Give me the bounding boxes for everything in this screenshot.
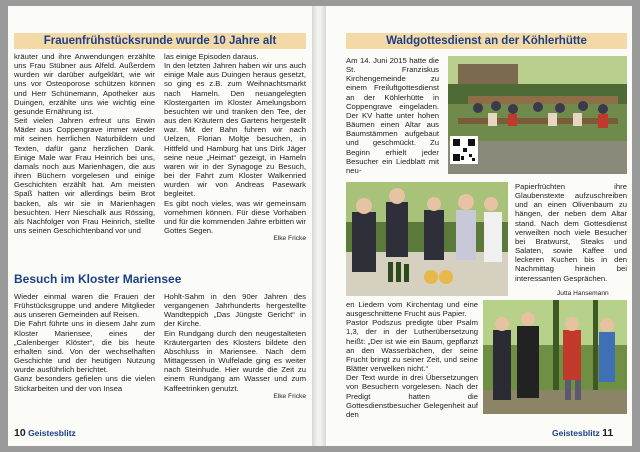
article2-heading: Besuch im Kloster Mariensee [14,272,182,286]
photo-picnic-crowd [448,56,627,174]
article2-col1-p1: Wieder einmal waren die Frauen der Frühstücksgruppe und andere Mitglieder aus unseren Gemeinden auf Reisen. [14,292,155,320]
photo-credit: Jutta Hansemann [557,290,609,297]
left-page-number: 10 [14,427,26,439]
bottom-text-p1: en Liedern vom Kirchentag und eine ausgeschnittene Frucht aus Papier. [346,300,478,319]
right-page [326,6,632,446]
side-text-p1: Papierfrüchten ihre Glaubenstexte aufzuschreiben und an einen Olivenbaum zu hängen, der neben dem Altar stand. Nach dem Gottesdienst verweilten noch viele Besucher bei Bratwurst, Steaks und Salaten, sowie Kaffee und leckeren Kuchen bis in den Nachmittag hinein bei interessanten Gesprächen. [515,182,627,283]
article1-col2-p2: In den letzten Jahren haben wir uns auch einige Male aus Duingen heraus gesetzt, so ging es z.B. zum Weihnachtsmarkt nach Hameln. Den neuangelegten Klostergarten im Kloster Amelungsborn besuchten wir und tranken den Tee, der aus den Kräutern des Gartens hergestellt war. Mit der Bahn fuhren wir nach Uelzen, Florian Moltje besuchen, in Hittfeld und Hamburg hat uns Dirk Jäger seine neue „Heimat“ gezeigt, in Hameln waren wir in der Synagoge zu Besuch, bei der Fahrt zum Kloster Walkenried wurden wir von Andreas Pasewark begleitet. [164,61,306,199]
spread-gutter [312,6,326,446]
left-footer [14,427,76,439]
left-magazine-name: Geistesblitz [28,428,76,438]
photo-buffet [346,182,508,296]
waldgottesdienst-intro: Am 14. Juni 2015 hatte die St. Franziskus Kirchengemeinde zu einem Freiluftgottesdienst an der Köhlerhütte in Coppengrave eingeladen. Der KV hatte unter hohen Bäumen einen Altar aus Baumstämmen aufgebaut und geschmückt. Zu Beginn erhielt jeder Besucher ein Liedblatt mit neu- [346,56,439,175]
article2-col2 [164,292,306,401]
waldgottesdienst-side-text [515,182,627,283]
article1-col1-p1: kräuter und ihre Anwendungen erzählte uns Frau Stübner aus Alfeld. Außerdem wurden wir darüber aufgeklärt, wie wir uns vor Osteoporose schützen können und Herr Schünemann, Apotheker aus Duingen, erzählte uns wie wichtig eine gesunde Ernährung ist. [14,52,155,116]
left-page [8,6,312,446]
article1-col2 [164,52,306,243]
right-page-number: 11 [602,427,614,439]
article1-signature: Elke Fricke [273,235,306,243]
article2-col2-p2: Ein Rundgang durch den neugestalteten Kräutergarten des Klosters bildete den Abschluss in Mariensee. Nach dem Mittagessen in Wulfelade ging es weiter nach Steinhude. Hier wurde die Zeit zu einem Rundgang am Wasser und zum Kaffeetrinken genutzt. [164,328,306,393]
bottom-text-p2: Pastor Podszus predigte über Psalm 1,3, der in der Lutherübersetzung heißt: „Der ist wie ein Baum, gepflanzt an den Wasserbächen, der seine Frucht bringt zu seiner Zeit, und seine Blätter verwelken nicht.“ [346,318,478,374]
article2-col2-p1: Hohlt-Sahm in den 90er Jahren des vergangenen Jahrhunderts hergestellte Wandteppich „Das Jüngste Gericht“ in der Kirche. [164,292,306,329]
article1-col1-p2: Seit vielen Jahren erfreut uns Erwin Mäder aus Coppengrave immer wieder mit seinen herrlichen Naturbildern und Texten, dafür ganz herzlichen Dank. Einige Male war Frau Heinrich bei uns, damals noch aus Marienhagen, die aus ihren Büchern vorgelesen und einige Geschichten erzählt hat. Am meisten Spaß hatten wir allerdings beim Brot backen, als wir sie in Marienhagen besuchten. Herr Nieschalk aus Rössing, als Nachfolger von Frau Heinrich, stellte uns seinen Geschichtenband vor und [14,116,155,235]
photo-service-readers [483,300,627,414]
article2-col1 [14,292,155,393]
article2-signature: Elke Fricke [273,392,306,400]
article1-col2-p3: Es gibt noch vieles, was wir gemeinsam vornehmen können. Für diese Vorhaben und für die kommenden Jahre erbitten wir Gottes Segen. [164,198,306,235]
right-magazine-name: Geistesblitz [552,428,600,438]
article1-col2-p1: las einige Episoden daraus. [164,52,259,61]
article2-col1-p2: Die Fahrt führte uns in diesem Jahr zum Kloster Mariensee, eines der „Calenberger Klöster“, die bis heute erhalten sind. Von der wechselhaften Geschichte und der heutigen Nutzung wurde ausführlich berichtet. [14,319,155,375]
bottom-text-p3: Der Text wurde in drei Übersetzungen von Besuchern vorgelesen. Nach der Predigt hatten die Gottesdienstbesucher Gelegenheit auf den [346,373,478,419]
right-banner-title: Waldgottesdienst an der Köhlerhütte [346,33,627,49]
article1-col1 [14,52,155,235]
article2-col1-p3: Ganz besonders gefielen uns die vielen Stickarbeiten und der von Insea [14,374,155,393]
left-banner-title: Frauenfrühstücksrunde wurde 10 Jahre alt [14,33,306,49]
waldgottesdienst-bottom-text [346,300,478,419]
right-footer [552,427,613,439]
